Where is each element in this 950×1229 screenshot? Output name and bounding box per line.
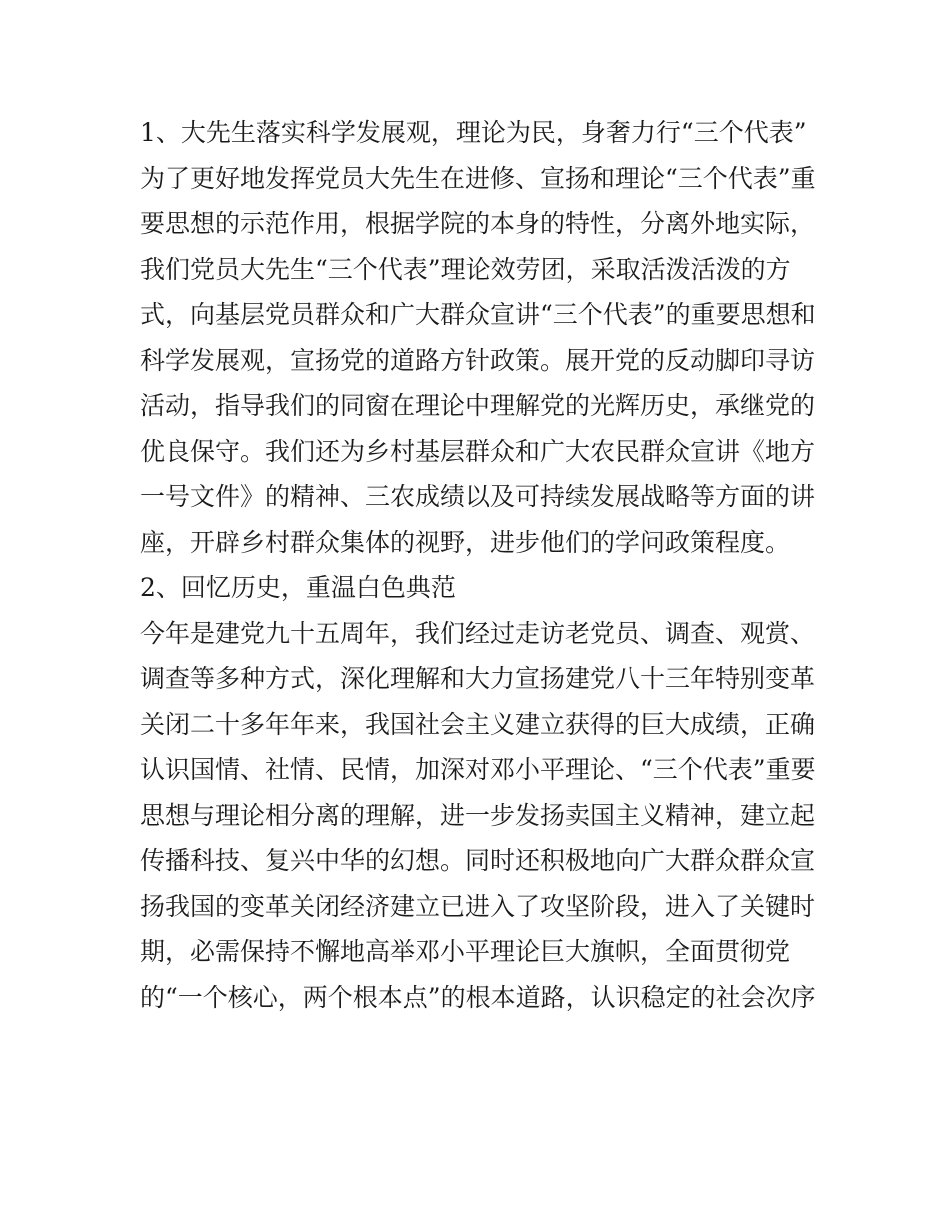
document-body [140, 110, 820, 1020]
text-line: 要思想的示范作用，根据学院的本身的特性，分离外地实际， [140, 209, 816, 238]
text-line: 调查等多种方式，深化理解和大力宣扬建党八十三年特别变革 [140, 664, 816, 693]
text-line: 我们党员大先生“三个代表”理论效劳团，采取活泼活泼的方 [140, 254, 791, 284]
text-line: 扬我国的变革关闭经济建立已进入了攻坚阶段，进入了关键时 [140, 891, 816, 921]
text-line: 为了更好地发挥党员大先生在进修、宣扬和理论“三个代表”重 [140, 163, 816, 193]
text-line: 思想与理论相分离的理解，进一步发扬卖国主义精神，建立起 [140, 800, 816, 830]
text-line: 优良保守。我们还为乡村基层群众和广大农民群众宣讲《地方 [140, 436, 816, 466]
text-line: 一号文件》的精神、三农成绩以及可持续发展战略等方面的讲 [140, 482, 816, 511]
text-line: 1、大先生落实科学发展观，理论为民，身奢力行“三个代表” [140, 118, 807, 147]
text-line: 式，向基层党员群众和广大群众宣讲“三个代表”的重要思想和 [140, 300, 816, 329]
text-line: 活动，指导我们的同窗在理论中理解党的光辉历史，承继党的 [140, 391, 816, 420]
text-line: 今年是建党九十五周年，我们经过走访老党员、调查、观赏、 [140, 618, 816, 648]
text-line: 期，必需保持不懈地高举邓小平理论巨大旗帜，全面贯彻党 [140, 937, 791, 966]
text-line: 传播科技、复兴中华的幻想。同时还积极地向广大群众群众宣 [140, 846, 816, 875]
text-line: 科学发展观，宣扬党的道路方针政策。展开党的反动脚印寻访 [140, 345, 816, 375]
text-line: 关闭二十多年年来，我国社会主义建立获得的巨大成绩，正确 [140, 709, 816, 739]
text-line: 座，开辟乡村群众集体的视野，进步他们的学问政策程度。 [140, 527, 791, 557]
section-heading: 2、回忆历史，重温白色典范 [140, 573, 456, 602]
text-line: 认识国情、社情、民情，加深对邓小平理论、“三个代表”重要 [140, 755, 816, 784]
text-line: 的“一个核心，两个根本点”的根本道路，认识稳定的社会次序 [140, 982, 816, 1012]
